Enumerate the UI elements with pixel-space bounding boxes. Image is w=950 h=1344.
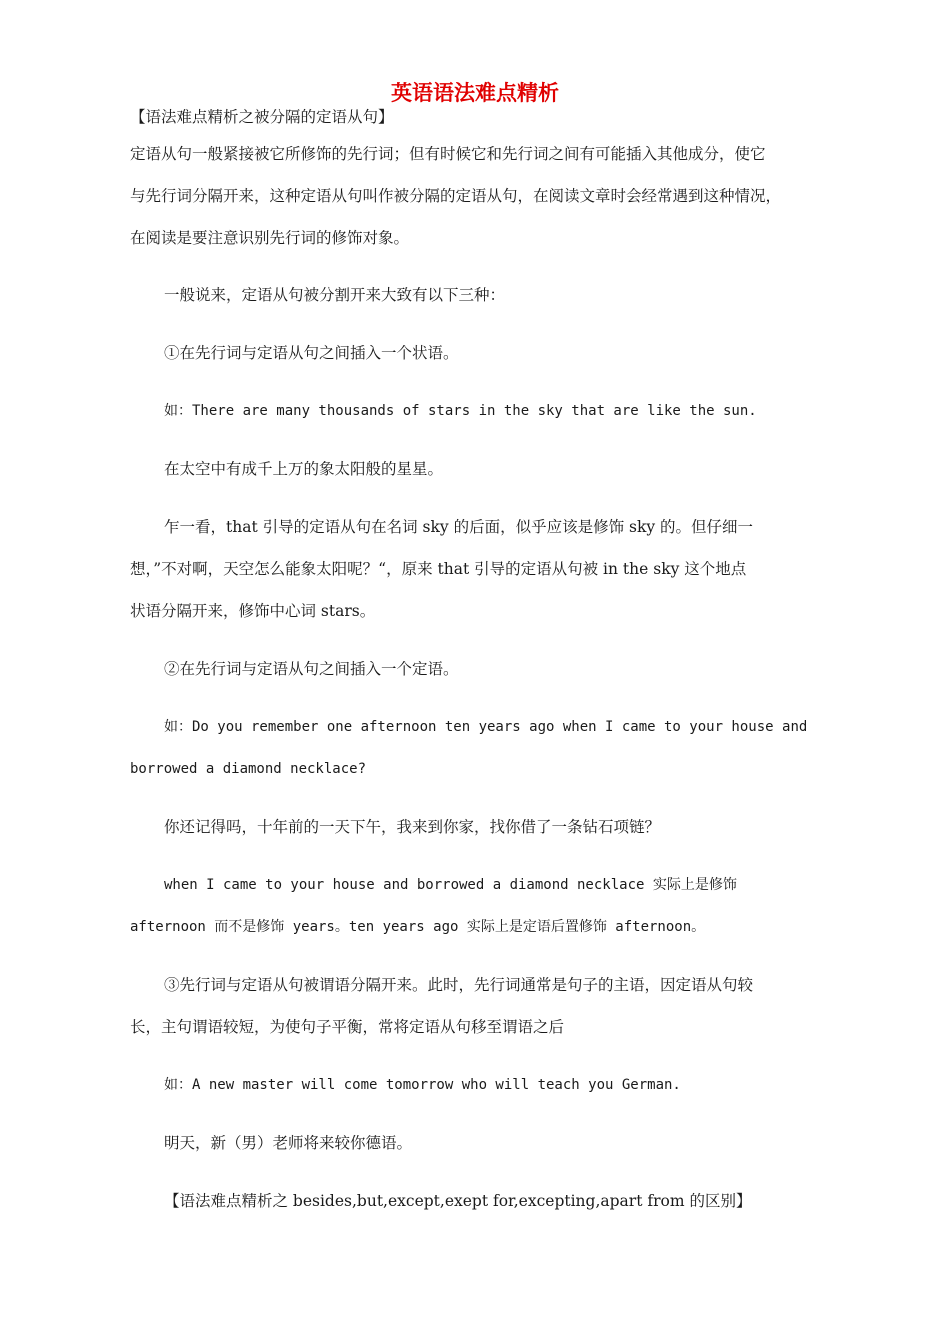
- case1-example: 如：There are many thousands of stars in the sky that are like the sun.: [164, 403, 757, 419]
- section-heading: 【语法难点精析之被分隔的定语从句】: [130, 108, 394, 126]
- case3-translation: 明天，新（男）老师将来较你德语。: [164, 1134, 413, 1152]
- case2-example-1: 如：Do you remember one afternoon ten years ago when I came to your house and: [164, 719, 808, 735]
- case1-translation: 在太空中有成千上万的象太阳般的星星。: [164, 460, 444, 478]
- document-title: 英语语法难点精析: [391, 80, 559, 105]
- case3-heading-1: ③先行词与定语从句被谓语分隔开来。此时，先行词通常是句子的主语，因定语从句较: [164, 976, 754, 994]
- case2-explain-1: when I came to your house and borrowed a diamond necklace 实际上是修饰: [164, 877, 737, 893]
- case2-translation: 你还记得吗，十年前的一天下午，我来到你家，找你借了一条钻石项链？: [164, 818, 661, 836]
- case1-explain-3: 状语分隔开来，修饰中心词 stars。: [130, 602, 376, 620]
- case1-heading: ①在先行词与定语从句之间插入一个状语。: [164, 344, 459, 362]
- case1-explain-1: 乍一看，that 引导的定语从句在名词 sky 的后面，似乎应该是修饰 sky 的。但仔细一: [164, 518, 754, 536]
- case1-explain-2: 想，”不对啊，天空怎么能象太阳呢？“，原来 that 引导的定语从句被 in the sky 这个地点: [130, 560, 747, 578]
- case2-explain-2: afternoon 而不是修饰 years。ten years ago 实际上是定语后置修饰 afternoon。: [130, 919, 706, 935]
- general-statement: 一般说来，定语从句被分割开来大致有以下三种：: [164, 286, 506, 304]
- case3-heading-2: 长，主句谓语较短，为使句子平衡，常将定语从句移至谓语之后: [130, 1018, 565, 1036]
- section-heading-2: 【语法难点精析之 besides,but,except,exept for,excepting,apart from 的区别】: [164, 1192, 752, 1210]
- case2-heading: ②在先行词与定语从句之间插入一个定语。: [164, 660, 459, 678]
- intro-line-2: 与先行词分隔开来，这种定语从句叫作被分隔的定语从句，在阅读文章时会经常遇到这种情况，: [130, 187, 782, 205]
- case2-example-2: borrowed a diamond necklace?: [130, 761, 367, 777]
- intro-line-3: 在阅读是要注意识别先行词的修饰对象。: [130, 229, 410, 247]
- intro-line-1: 定语从句一般紧接被它所修饰的先行词；但有时候它和先行词之间有可能插入其他成分，使它: [130, 145, 766, 163]
- case3-example: 如：A new master will come tomorrow who will teach you German.: [164, 1077, 681, 1093]
